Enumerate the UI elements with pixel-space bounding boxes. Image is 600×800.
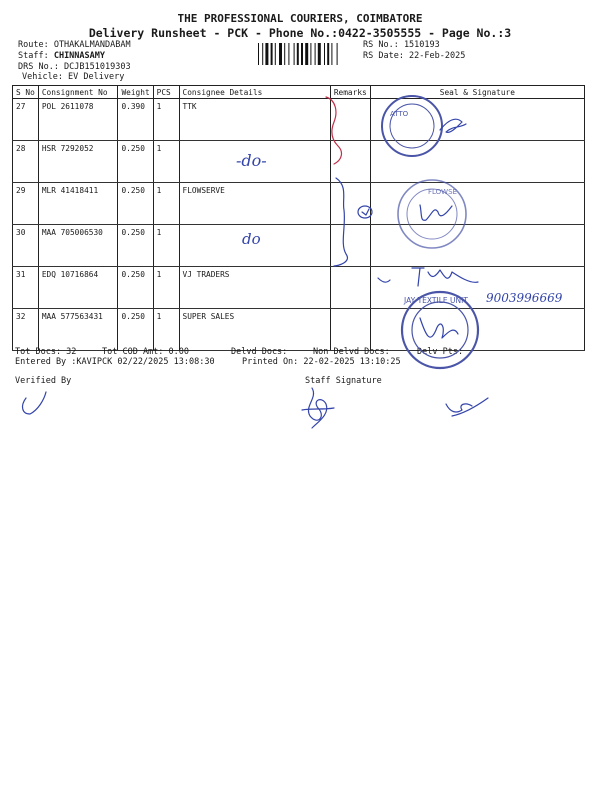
table-row — [13, 99, 585, 141]
cell-weight: 0.390 — [118, 99, 153, 141]
table-header-row — [13, 86, 585, 99]
barcode-bar — [324, 43, 325, 65]
cell-pcs: 1 — [153, 99, 179, 141]
cell-remarks — [330, 141, 370, 183]
cell-consignee: VJ TRADERS — [179, 267, 330, 309]
cell-sno: 31 — [13, 267, 39, 309]
cell-sno: 32 — [13, 309, 39, 351]
barcode-bar — [305, 43, 308, 65]
total-docs: Tot Docs: 32 — [15, 347, 77, 357]
col-header-weight: Weight — [118, 86, 153, 99]
cell-weight: 0.250 — [118, 309, 153, 351]
rs-number: RS No.: 1510193 — [363, 40, 440, 50]
barcode-bar — [315, 43, 316, 65]
col-header-consignment: Consignment No — [38, 86, 118, 99]
route-label: Route: OTHAKALMANDABAM — [18, 40, 131, 50]
cell-sno: 29 — [13, 183, 39, 225]
cell-consignee: FLOWSERVE — [179, 183, 330, 225]
staff-signature-label: Staff Signature — [305, 376, 382, 386]
cell-consignee — [179, 141, 330, 183]
verified-by-signature — [23, 392, 46, 414]
barcode-bar — [327, 43, 329, 65]
cell-consignee: SUPER SALES — [179, 309, 330, 351]
cell-pcs: 1 — [153, 309, 179, 351]
barcode-bar — [318, 43, 321, 65]
cell-remarks — [330, 183, 370, 225]
staff-signature-1 — [302, 388, 334, 428]
cell-pcs: 1 — [153, 267, 179, 309]
ditto-mark-1: -do- — [236, 151, 267, 170]
table-row — [13, 267, 585, 309]
cell-consignee — [179, 225, 330, 267]
cell-signature — [370, 141, 584, 183]
staff-line — [18, 51, 105, 61]
stamp-2-text: FLOWSE — [428, 188, 457, 196]
drs-number: DRS No.: DCJB151019303 — [18, 62, 131, 72]
barcode-bar — [310, 43, 311, 65]
cell-signature — [370, 183, 584, 225]
cell-signature — [370, 99, 584, 141]
ditto-mark-2: do — [242, 230, 261, 248]
staff-name: CHINNASAMY — [53, 51, 106, 61]
cell-signature — [370, 267, 584, 309]
delivery-points: Delv Pts: — [417, 347, 464, 357]
cell-sno: 27 — [13, 99, 39, 141]
col-header-consignee: Consignee Details — [179, 86, 330, 99]
cell-consignment: EDQ 10716864 — [38, 267, 118, 309]
barcode-bar — [337, 43, 338, 65]
barcode-bar — [288, 43, 289, 65]
total-cod-amount: Tot COD Amt: 0.00 — [102, 347, 189, 357]
staff-signature-2 — [446, 398, 488, 416]
cell-consignment: MAA 705006530 — [38, 225, 118, 267]
company-title: THE PROFESSIONAL COURIERS, COIMBATORE — [177, 12, 423, 25]
cell-weight: 0.250 — [118, 183, 153, 225]
col-header-seal-signature: Seal & Signature — [370, 86, 584, 99]
cell-sno: 28 — [13, 141, 39, 183]
cell-remarks — [330, 225, 370, 267]
barcode-bar — [294, 43, 295, 65]
entered-by: Entered By :KAVIPCK 02/22/2025 13:08:30 — [15, 357, 215, 367]
cell-weight: 0.250 — [118, 267, 153, 309]
col-header-sno: S No — [13, 86, 39, 99]
cell-consignment: MLR 41418411 — [38, 183, 118, 225]
barcode-bar — [271, 43, 273, 65]
barcode-bar — [297, 43, 299, 65]
stamp-3-text: JAY TEXTILE UNIT — [404, 296, 468, 305]
rs-date: RS Date: 22-Feb-2025 — [363, 51, 466, 61]
cell-remarks — [330, 99, 370, 141]
barcode-bar — [258, 43, 259, 65]
runsheet-subtitle: Delivery Runsheet - PCK - Phone No.:0422-3505555 - Page No.:3 — [88, 26, 512, 40]
verified-by-label: Verified By — [15, 376, 72, 386]
cell-signature — [370, 309, 584, 351]
cell-remarks — [330, 309, 370, 351]
printed-on: Printed On: 22-02-2025 13:10:25 — [242, 357, 401, 367]
cell-consignee: TTK — [179, 99, 330, 141]
non-delivered-docs: Non Delvd Docs: — [313, 347, 390, 357]
cell-remarks — [330, 267, 370, 309]
cell-consignment: POL 2611078 — [38, 99, 118, 141]
cell-pcs: 1 — [153, 225, 179, 267]
table-row — [13, 183, 585, 225]
runsheet-table — [12, 85, 585, 351]
barcode-bar — [331, 43, 332, 65]
cell-consignment: HSR 7292052 — [38, 141, 118, 183]
col-header-pcs: PCS — [153, 86, 179, 99]
barcode-bar — [265, 43, 268, 65]
handwritten-phone: 9003996669 — [486, 291, 563, 305]
cell-signature — [370, 225, 584, 267]
stamp-1-text: ATTO — [390, 110, 409, 118]
barcode — [258, 43, 346, 65]
cell-weight: 0.250 — [118, 141, 153, 183]
cell-consignment: MAA 577563431 — [38, 309, 118, 351]
barcode-bar — [301, 43, 303, 65]
cell-weight: 0.250 — [118, 225, 153, 267]
table-row — [13, 225, 585, 267]
col-header-remarks: Remarks — [330, 86, 370, 99]
table-row — [13, 309, 585, 351]
staff-label: Staff: — [18, 51, 54, 61]
barcode-bar — [279, 43, 282, 65]
cell-pcs: 1 — [153, 183, 179, 225]
vehicle-label: Vehicle: EV Delivery — [22, 72, 125, 82]
barcode-bar — [275, 43, 276, 65]
cell-pcs: 1 — [153, 141, 179, 183]
table-row — [13, 141, 585, 183]
barcode-bar — [262, 43, 263, 65]
delivered-docs: Delvd Docs: — [231, 347, 288, 357]
barcode-bar — [284, 43, 285, 65]
cell-sno: 30 — [13, 225, 39, 267]
